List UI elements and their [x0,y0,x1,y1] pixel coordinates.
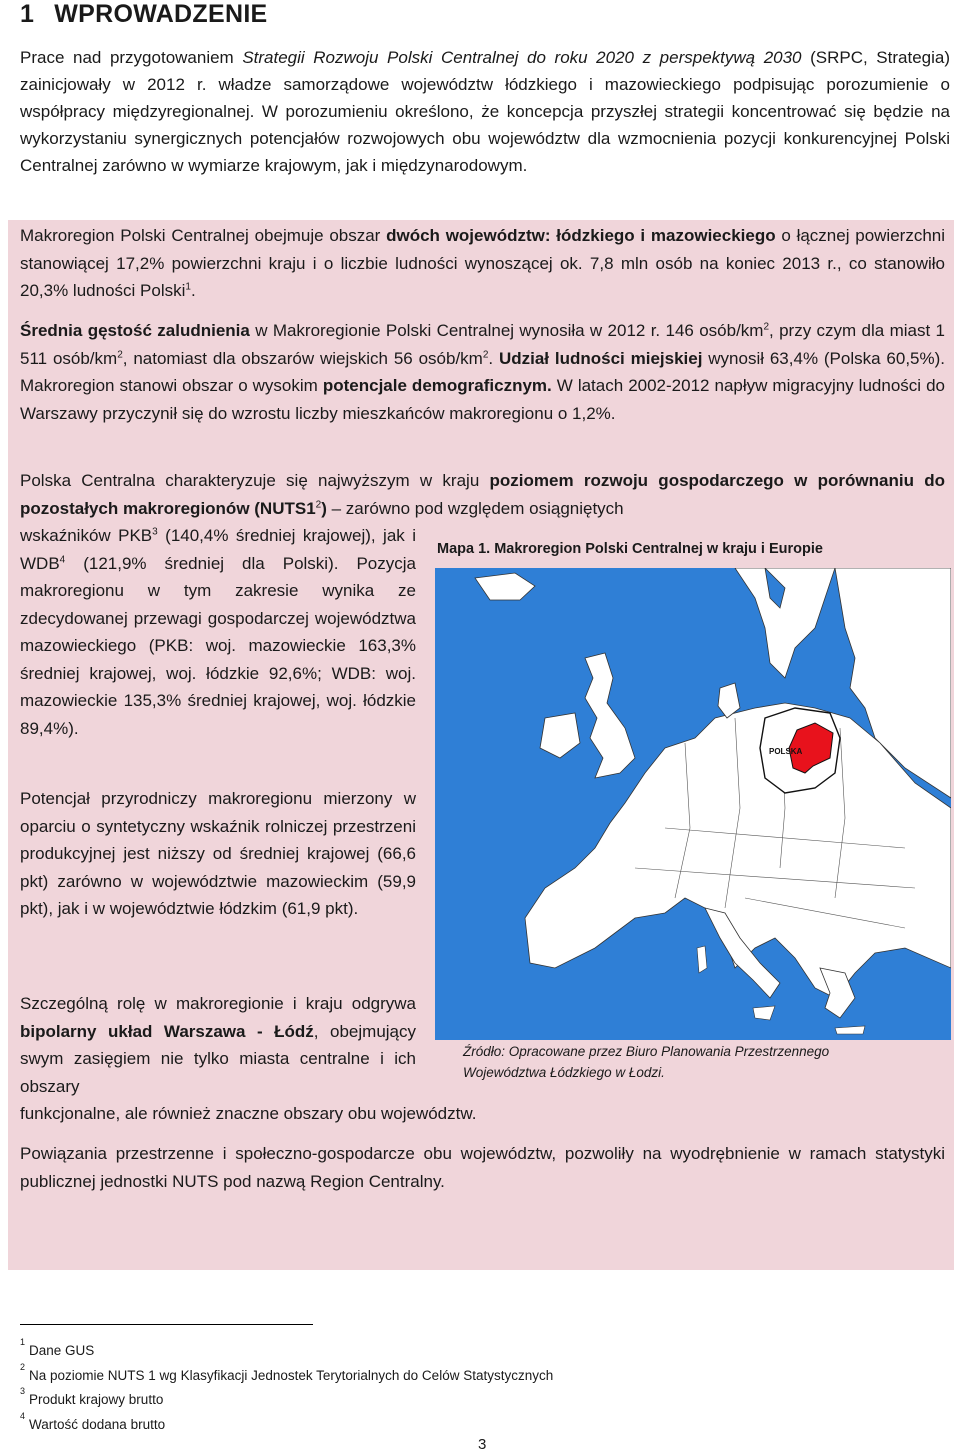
intro-paragraph [20,44,950,179]
corsica-sardinia [697,946,707,973]
footnote-4: $^4$Wartość dodana brutto [20,1411,166,1432]
map-caption: Mapa 1. Makroregion Polski Centralnej w kraju i Europie [437,541,823,557]
makroregion-paragraph: Makroregion Polski Centralnej obejmuje obszar dwóch województw: łódzkiego i mazowieckiego o łącznej powierzchni stanowiącej 17,2% powierzchni kraju i o liczbie ludności wynoszącej ok. 7,8 mln osób na koniec 2013 r., co stanowiło 20,3% ludności Polski$^1$. [20,226,946,300]
economy-paragraph-rest: wskaźników PKB$^3$ (140,4% średniej krajowej), jak i WDB$^4$ (121,9% średniej dla Polski). Pozycja makroregionu w tym zakresie wynika ze zdecydowanej przewagi gospodarczej województwa mazowieckiego (PKB: woj. mazowieckie 163,3% średniej krajowej, woj. łódzkie 92,6%; WDB: woj. mazowieckie 135,3% średniej krajowej, woj. łódzkie 89,4%). [20,526,417,738]
section-title: WPROWADZENIE [54,0,268,28]
bold-regions: dwóch województw: łódzkiego i mazowieckiego [386,226,776,245]
footnote-2: $^2$Na poziomie NUTS 1 wg Klasyfikacji Jednostek Terytorialnych do Celów Statystycznych [20,1362,554,1383]
page-number: 3 [478,1436,487,1453]
section-number: 1 [20,0,35,28]
bipolar-paragraph-end: funkcjonalne, ale również znaczne obszary obu województw. [20,1104,477,1123]
nature-paragraph: Potencjał przyrodniczy makroregionu mierzony w oparciu o syntetyczny wskaźnik rolniczej przestrzeni produkcyjnej jest niższy od średniej krajowej (66,6 pkt) zarówno w województwie mazowieckim (59,9 pkt), jak i w województwie łódzkim (61,9 pkt). [20,789,416,918]
footnote-1: $^1$Dane GUS [20,1337,95,1358]
intro-text-cont: (SRPC, Strategia) zainicjowały w 2012 r. władze samorządowe województw łódzkiego i mazowieckiego podpisując porozumienie o współpracy międzyregionalnej. W porozumieniu określono, że koncepcja przyszłej strategii koncentrować się będzie na wykorzystaniu synergicznych potencjałów rozwojowych obu województw dla wzmocnienia pozycji konkurencyjnej Polski Centralnej zarówno w wymiarze krajowym, jak i międzynarodowym. [20,48,951,175]
section-heading [20,0,268,30]
footnote-3: $^3$Produkt krajowy brutto [20,1386,164,1407]
bipolar-paragraph: Szczególną rolę w makroregionie i kraju odgrywa bipolarny układ Warszawa - Łódź, obejmujący swym zasięgiem nie tylko miasta centralne i ich obszary [20,994,417,1096]
economy-paragraph-top: Polska Centralna charakteryzuje się najwyższym w kraju poziomem rozwoju gospodarczego w porównaniu do pozostałych makroregionów $(NUTS1^2)$ – zarówno pod względem osiągniętych [20,471,945,518]
poland-label: POLSKA [769,747,803,756]
europe-map [435,568,951,1040]
density-paragraph: Średnia gęstość zaludnienia w Makroregionie Polski Centralnej wynosiła w 2012 r. 146 osób/$km^2$, przy czym dla miast 1 511 osób/$km^2$, natomiast dla obszarów wiejskich 56 osób/$km^2$. Udział ludności miejskiej wynosił 63,4% (Polska 60,5%). Makroregion stanowi obszar o wysokim potencjale demograficznym. W latach 2002-2012 napływ migracyjny ludności do Warszawy przyczynił się do wzrostu liczby mieszkańców makroregionu o 1,2%. [20,321,946,423]
map-source: Źródło: Opracowane przez Biuro Planowania Przestrzennego Województwa Łódzkiego w Łodzi. [463,1044,830,1080]
nuts-paragraph: Powiązania przestrzenne i społeczno-gospodarcze obu województw, pozwoliły na wyodrębnienie w ramach statystyki publicznej jednostki NUTS pod nazwą Region Centralny. [20,1144,945,1191]
europe-map-svg [435,568,951,1040]
footnote-ref: 1 [185,281,191,293]
footnote-separator [20,1324,313,1325]
strategy-title: Strategii Rozwoju Polski Centralnej do roku 2020 z perspektywą 2030 [242,48,802,67]
intro-text: Prace nad przygotowaniem [20,48,243,67]
